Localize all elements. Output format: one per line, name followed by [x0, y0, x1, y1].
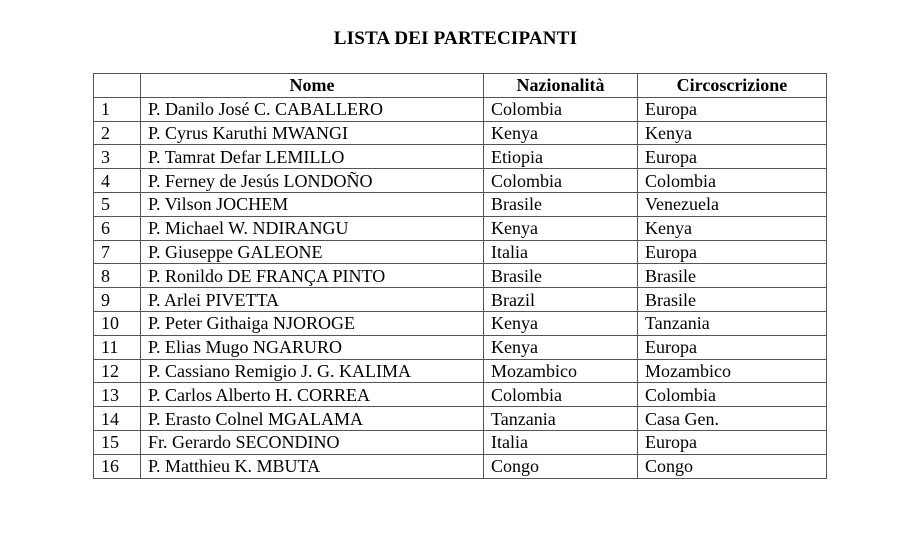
participants-table: [93, 73, 827, 479]
row-number-cell: 10: [94, 311, 141, 335]
nationality-cell: Italia: [484, 430, 638, 454]
header-name: Nome: [141, 74, 484, 98]
name-cell: Fr. Gerardo SECONDINO: [141, 430, 484, 454]
district-cell: Mozambico: [638, 359, 827, 383]
header-number: [94, 74, 141, 98]
name-cell: P. Ferney de Jesús LONDOÑO: [141, 169, 484, 193]
row-number-cell: 13: [94, 383, 141, 407]
name-cell: P. Cassiano Remigio J. G. KALIMA: [141, 359, 484, 383]
district-cell: Tanzania: [638, 311, 827, 335]
nationality-cell: Kenya: [484, 335, 638, 359]
nationality-cell: Mozambico: [484, 359, 638, 383]
row-number-cell: 3: [94, 145, 141, 169]
row-number-cell: 7: [94, 240, 141, 264]
name-cell: P. Matthieu K. MBUTA: [141, 454, 484, 478]
table-row: [94, 311, 827, 335]
table-header-row: [94, 74, 827, 98]
district-cell: Casa Gen.: [638, 407, 827, 431]
table-row: [94, 216, 827, 240]
district-cell: Colombia: [638, 169, 827, 193]
nationality-cell: Etiopia: [484, 145, 638, 169]
table-row: [94, 145, 827, 169]
nationality-cell: Colombia: [484, 169, 638, 193]
row-number-cell: 14: [94, 407, 141, 431]
table-row: [94, 240, 827, 264]
nationality-cell: Kenya: [484, 311, 638, 335]
row-number-cell: 12: [94, 359, 141, 383]
row-number-cell: 11: [94, 335, 141, 359]
district-cell: Europa: [638, 240, 827, 264]
nationality-cell: Kenya: [484, 216, 638, 240]
name-cell: P. Peter Githaiga NJOROGE: [141, 311, 484, 335]
row-number-cell: 9: [94, 288, 141, 312]
table-row: [94, 97, 827, 121]
table-row: [94, 407, 827, 431]
nationality-cell: Kenya: [484, 121, 638, 145]
nationality-cell: Colombia: [484, 383, 638, 407]
district-cell: Brasile: [638, 264, 827, 288]
row-number-cell: 4: [94, 169, 141, 193]
name-cell: P. Elias Mugo NGARURO: [141, 335, 484, 359]
name-cell: P. Ronildo DE FRANÇA PINTO: [141, 264, 484, 288]
table-row: [94, 169, 827, 193]
district-cell: Europa: [638, 430, 827, 454]
row-number-cell: 1: [94, 97, 141, 121]
nationality-cell: Tanzania: [484, 407, 638, 431]
name-cell: P. Giuseppe GALEONE: [141, 240, 484, 264]
name-cell: P. Erasto Colnel MGALAMA: [141, 407, 484, 431]
row-number-cell: 8: [94, 264, 141, 288]
table-row: [94, 383, 827, 407]
nationality-cell: Brazil: [484, 288, 638, 312]
row-number-cell: 15: [94, 430, 141, 454]
nationality-cell: Colombia: [484, 97, 638, 121]
row-number-cell: 16: [94, 454, 141, 478]
row-number-cell: 6: [94, 216, 141, 240]
name-cell: P. Danilo José C. CABALLERO: [141, 97, 484, 121]
district-cell: Europa: [638, 335, 827, 359]
table-row: [94, 335, 827, 359]
header-nationality: Nazionalità: [484, 74, 638, 98]
name-cell: P. Michael W. NDIRANGU: [141, 216, 484, 240]
table-row: [94, 121, 827, 145]
document-title: LISTA DEI PARTECIPANTI: [333, 28, 578, 49]
header-district: Circoscrizione: [638, 74, 827, 98]
table-row: [94, 288, 827, 312]
name-cell: P. Cyrus Karuthi MWANGI: [141, 121, 484, 145]
nationality-cell: Italia: [484, 240, 638, 264]
nationality-cell: Brasile: [484, 192, 638, 216]
row-number-cell: 5: [94, 192, 141, 216]
table-row: [94, 359, 827, 383]
table-row: [94, 454, 827, 478]
district-cell: Colombia: [638, 383, 827, 407]
table-row: [94, 192, 827, 216]
district-cell: Congo: [638, 454, 827, 478]
name-cell: P. Carlos Alberto H. CORREA: [141, 383, 484, 407]
table-row: [94, 264, 827, 288]
name-cell: P. Tamrat Defar LEMILLO: [141, 145, 484, 169]
table-row: [94, 430, 827, 454]
nationality-cell: Brasile: [484, 264, 638, 288]
nationality-cell: Congo: [484, 454, 638, 478]
district-cell: Kenya: [638, 216, 827, 240]
district-cell: Venezuela: [638, 192, 827, 216]
name-cell: P. Vilson JOCHEM: [141, 192, 484, 216]
name-cell: P. Arlei PIVETTA: [141, 288, 484, 312]
row-number-cell: 2: [94, 121, 141, 145]
district-cell: Kenya: [638, 121, 827, 145]
district-cell: Europa: [638, 97, 827, 121]
district-cell: Europa: [638, 145, 827, 169]
district-cell: Brasile: [638, 288, 827, 312]
